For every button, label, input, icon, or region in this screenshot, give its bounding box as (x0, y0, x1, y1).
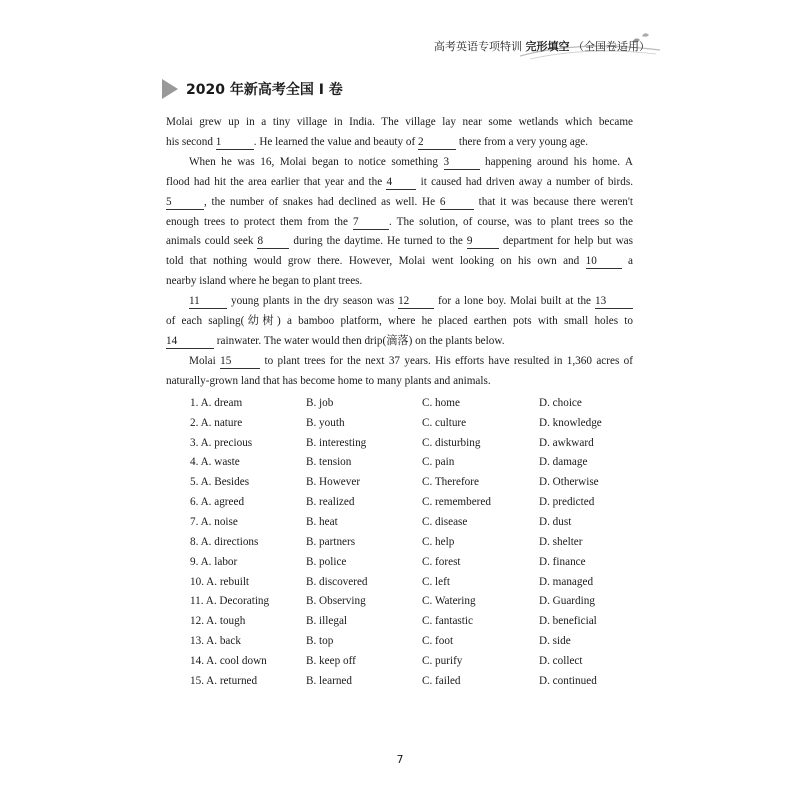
option-8-a: 8. A. directions (190, 535, 259, 548)
option-row-11 (190, 591, 639, 611)
option-row-3 (190, 433, 639, 453)
option-13-c: C. foot (422, 635, 454, 648)
passage-text: it caused had driven away a number of birds. (416, 175, 633, 188)
option-4-d: D. damage (539, 456, 588, 469)
option-3-a: 3. A. precious (190, 436, 253, 449)
passage-line (166, 153, 633, 173)
passage-text: young plants in the dry season was (227, 295, 399, 308)
option-11-a: 11. A. Decorating (190, 595, 270, 608)
answer-options (190, 393, 639, 691)
option-9-a: 9. A. labor (190, 555, 238, 568)
option-4-a: 4. A. waste (190, 456, 240, 469)
option-row-9 (190, 552, 639, 572)
passage-text: enough trees to protect them from the (166, 215, 354, 228)
passage-line (166, 252, 633, 272)
option-5-d: D. Otherwise (539, 476, 599, 489)
option-6-c: C. remembered (422, 496, 491, 509)
option-8-c: C. help (422, 535, 455, 548)
passage-line (166, 232, 633, 252)
blank-15: 15 (220, 355, 260, 369)
option-15-b: B. learned (306, 674, 352, 687)
option-6-d: D. predicted (539, 496, 595, 509)
option-row-1 (190, 393, 639, 413)
passage-text: flood had hit the area earlier that year and the (166, 175, 387, 188)
passage-text: animals could seek (166, 235, 258, 248)
option-row-8 (190, 532, 639, 552)
option-row-13 (190, 631, 639, 651)
triangle-marker-icon (162, 79, 178, 99)
blank-10: 10 (586, 255, 622, 269)
option-9-c: C. forest (422, 555, 461, 568)
option-row-12 (190, 611, 639, 631)
option-2-a: 2. A. nature (190, 416, 243, 429)
option-5-b: B. However (306, 476, 361, 489)
passage-text: nearby island where he began to plant trees. (166, 275, 363, 288)
passage-line (166, 372, 633, 392)
option-1-b: B. job (306, 396, 334, 409)
header-series: 高考英语专项特训 (434, 40, 522, 53)
option-2-b: B. youth (306, 416, 345, 429)
passage-line (166, 332, 633, 352)
blank-14: 14 (166, 335, 214, 349)
blank-1: 1 (216, 136, 254, 150)
option-5-a: 5. A. Besides (190, 476, 250, 489)
option-3-c: C. disturbing (422, 436, 481, 449)
passage-text: . The solution, of course, was to plant trees so the (389, 215, 633, 228)
blank-13: 13 (595, 295, 633, 309)
option-15-c: C. failed (422, 674, 461, 687)
passage-line (166, 193, 633, 213)
option-9-d: D. finance (539, 555, 586, 568)
option-11-c: C. Watering (422, 595, 476, 608)
passage-text: for a lone boy. Molai built at the (434, 295, 595, 308)
option-4-b: B. tension (306, 456, 352, 469)
passage-text: Molai grew up in a tiny village in India. The village lay near some wetlands which became (166, 116, 633, 128)
option-10-a: 10. A. rebuilt (190, 575, 250, 588)
passage-line (166, 173, 633, 193)
blank-12: 12 (398, 295, 434, 309)
option-11-b: B. Observing (306, 595, 366, 608)
option-12-c: C. fantastic (422, 615, 473, 628)
option-row-7 (190, 512, 639, 532)
option-12-a: 12. A. tough (190, 615, 246, 628)
option-10-d: D. managed (539, 575, 594, 588)
option-10-b: B. discovered (306, 575, 368, 588)
page-header (434, 38, 650, 54)
option-row-14 (190, 651, 639, 671)
option-8-d: D. shelter (539, 535, 583, 548)
blank-3: 3 (444, 156, 480, 170)
option-12-b: B. illegal (306, 615, 348, 628)
passage-text: When he was 16, Molai began to notice something (189, 155, 444, 168)
option-7-c: C. disease (422, 515, 468, 528)
option-15-a: 15. A. returned (190, 674, 258, 687)
option-15-d: D. continued (539, 674, 597, 687)
option-4-c: C. pain (422, 456, 455, 469)
blank-7: 7 (353, 216, 389, 230)
blank-9: 9 (467, 235, 499, 249)
cloze-passage (166, 113, 633, 392)
option-8-b: B. partners (306, 535, 356, 548)
option-row-15 (190, 671, 639, 691)
option-14-d: D. collect (539, 654, 583, 667)
option-2-c: C. culture (422, 416, 467, 429)
option-10-c: C. left (422, 575, 450, 588)
passage-text: , the number of snakes had declined as well. He (204, 195, 440, 208)
passage-line (166, 312, 633, 332)
option-6-a: 6. A. agreed (190, 496, 245, 509)
option-row-5 (190, 472, 639, 492)
option-5-c: C. Therefore (422, 476, 479, 489)
passage-line (166, 272, 633, 292)
passage-text: told that nothing would grow there. However, Molai went looking on his own and (166, 255, 586, 268)
option-1-c: C. home (422, 396, 460, 409)
option-13-a: 13. A. back (190, 635, 241, 648)
page-number: 7 (396, 753, 404, 766)
option-9-b: B. police (306, 555, 347, 568)
passage-line (166, 113, 633, 133)
option-1-a: 1. A. dream (190, 396, 243, 409)
option-7-b: B. heat (306, 515, 338, 528)
blank-4: 4 (386, 176, 416, 190)
passage-line (166, 292, 633, 312)
option-7-d: D. dust (539, 515, 572, 528)
option-14-c: C. purify (422, 654, 463, 667)
passage-line (166, 133, 633, 153)
passage-text: naturally-grown land that has become home to many plants and animals. (166, 374, 491, 387)
blank-2: 2 (418, 136, 456, 150)
blank-8: 8 (257, 235, 289, 249)
passage-text: his second (166, 135, 216, 148)
passage-text: of each sapling(幼树) a bamboo platform, where he placed earthen pots with small holes to (166, 315, 633, 328)
option-row-2 (190, 413, 639, 433)
section-title (162, 78, 343, 100)
passage-text: Molai (189, 354, 221, 367)
section-title-text: 2020 年新高考全国 I 卷 (186, 82, 343, 98)
header-scope: （全国卷适用） (573, 40, 650, 53)
passage-text: . He learned the value and beauty of (253, 135, 419, 148)
option-12-d: D. beneficial (539, 615, 597, 628)
option-row-4 (190, 453, 639, 473)
option-row-10 (190, 572, 639, 592)
passage-text: a (621, 255, 633, 268)
option-14-b: B. keep off (306, 654, 356, 667)
passage-text: happening around his home. A (479, 155, 633, 168)
blank-5: 5 (166, 196, 204, 210)
passage-line (166, 213, 633, 233)
passage-line (166, 352, 633, 372)
passage-text: rainwater. The water would then drip(滴落) on the plants below. (214, 334, 505, 347)
option-6-b: B. realized (306, 496, 355, 509)
option-11-d: D. Guarding (539, 595, 595, 608)
passage-text: during the daytime. He turned to the (289, 235, 467, 248)
option-3-b: B. interesting (306, 436, 367, 449)
passage-text: there from a very young age. (456, 135, 589, 148)
header-topic: 完形填空 (525, 40, 570, 53)
option-1-d: D. choice (539, 396, 582, 409)
passage-text: to plant trees for the next 37 years. His efforts have resulted in 1,360 acres of (260, 354, 633, 367)
passage-text: department for help but was (498, 235, 634, 248)
option-13-d: D. side (539, 635, 571, 648)
option-row-6 (190, 492, 639, 512)
option-2-d: D. knowledge (539, 416, 602, 429)
option-3-d: D. awkward (539, 436, 594, 449)
option-13-b: B. top (306, 635, 334, 648)
option-7-a: 7. A. noise (190, 515, 238, 528)
blank-6: 6 (440, 196, 474, 210)
blank-11: 11 (189, 295, 227, 309)
option-14-a: 14. A. cool down (190, 654, 267, 667)
passage-text: that it was because there weren't (473, 195, 633, 208)
